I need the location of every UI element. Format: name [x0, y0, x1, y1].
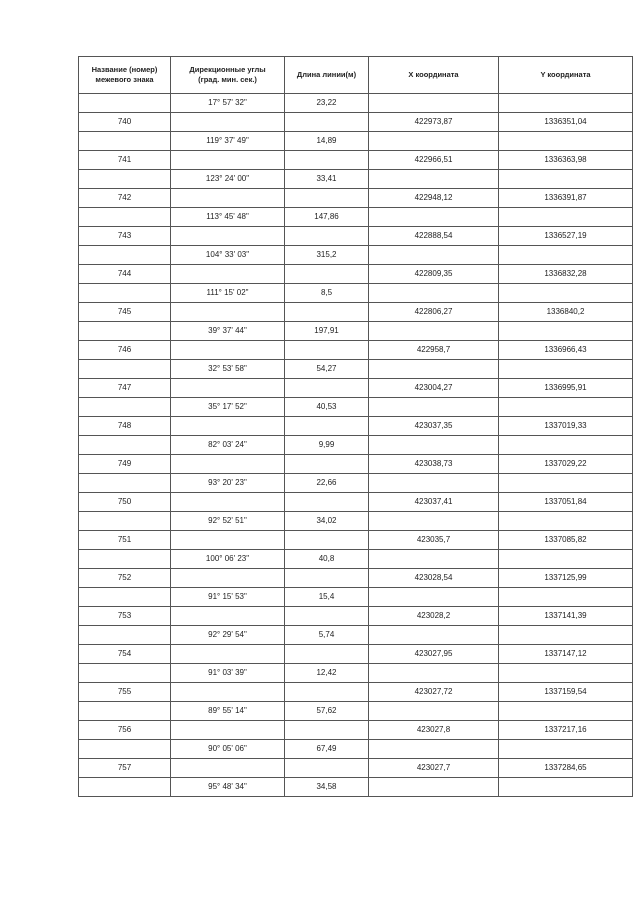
y-coordinate: 1336840,2: [499, 303, 633, 322]
direction-angle: 93° 20' 23": [171, 474, 285, 493]
y-coordinate: 1336527,19: [499, 227, 633, 246]
header-y: Y координата: [499, 57, 633, 94]
point-name: 750: [79, 493, 171, 512]
line-length: 57,62: [285, 702, 369, 721]
point-row: [79, 531, 633, 550]
direction-angle: 123° 24' 00": [171, 170, 285, 189]
angle-cell: [171, 379, 285, 398]
line-length: 34,58: [285, 778, 369, 797]
direction-angle: 119° 37' 49": [171, 132, 285, 151]
x-coordinate: [369, 474, 499, 493]
line-length: 40,53: [285, 398, 369, 417]
point-name: 752: [79, 569, 171, 588]
x-coordinate: [369, 284, 499, 303]
angle-cell: [171, 683, 285, 702]
x-coordinate: 423038,73: [369, 455, 499, 474]
segment-row: [79, 246, 633, 265]
line-length: 34,02: [285, 512, 369, 531]
y-coordinate: [499, 170, 633, 189]
y-coordinate: [499, 94, 633, 113]
table-body: [79, 94, 633, 797]
length-cell: [285, 493, 369, 512]
line-length: 8,5: [285, 284, 369, 303]
y-coordinate: 1337085,82: [499, 531, 633, 550]
y-coordinate: [499, 398, 633, 417]
line-length: 23,22: [285, 94, 369, 113]
y-coordinate: [499, 360, 633, 379]
line-length: 15,4: [285, 588, 369, 607]
length-cell: [285, 265, 369, 284]
point-row: [79, 493, 633, 512]
y-coordinate: [499, 550, 633, 569]
angle-cell: [171, 531, 285, 550]
y-coordinate: 1336363,98: [499, 151, 633, 170]
boundary-coordinates-table: [78, 56, 633, 797]
y-coordinate: [499, 284, 633, 303]
line-length: 5,74: [285, 626, 369, 645]
y-coordinate: [499, 588, 633, 607]
line-length: 197,91: [285, 322, 369, 341]
x-coordinate: [369, 208, 499, 227]
point-row: [79, 645, 633, 664]
x-coordinate: 423037,35: [369, 417, 499, 436]
point-name: 754: [79, 645, 171, 664]
point-name: [79, 246, 171, 265]
angle-cell: [171, 607, 285, 626]
point-row: [79, 683, 633, 702]
point-row: [79, 113, 633, 132]
direction-angle: 17° 57' 32": [171, 94, 285, 113]
angle-cell: [171, 265, 285, 284]
point-name: 756: [79, 721, 171, 740]
angle-cell: [171, 189, 285, 208]
x-coordinate: 422888,54: [369, 227, 499, 246]
x-coordinate: [369, 588, 499, 607]
segment-row: [79, 170, 633, 189]
segment-row: [79, 436, 633, 455]
y-coordinate: 1336391,87: [499, 189, 633, 208]
x-coordinate: [369, 702, 499, 721]
header-angle: Дирекционные углы (град. мин. сек.): [171, 57, 285, 94]
segment-row: [79, 398, 633, 417]
header-x: X координата: [369, 57, 499, 94]
point-name: 745: [79, 303, 171, 322]
x-coordinate: [369, 170, 499, 189]
x-coordinate: [369, 360, 499, 379]
x-coordinate: 422958,7: [369, 341, 499, 360]
point-name: 740: [79, 113, 171, 132]
segment-row: [79, 94, 633, 113]
line-length: 22,66: [285, 474, 369, 493]
angle-cell: [171, 227, 285, 246]
length-cell: [285, 531, 369, 550]
y-coordinate: 1336351,04: [499, 113, 633, 132]
point-name: [79, 512, 171, 531]
x-coordinate: 422966,51: [369, 151, 499, 170]
point-name: 755: [79, 683, 171, 702]
point-name: [79, 664, 171, 683]
angle-cell: [171, 455, 285, 474]
point-name: [79, 132, 171, 151]
y-coordinate: [499, 626, 633, 645]
point-name: 753: [79, 607, 171, 626]
x-coordinate: [369, 664, 499, 683]
point-row: [79, 341, 633, 360]
y-coordinate: [499, 322, 633, 341]
y-coordinate: 1336995,91: [499, 379, 633, 398]
segment-row: [79, 664, 633, 683]
angle-cell: [171, 151, 285, 170]
x-coordinate: 423027,95: [369, 645, 499, 664]
x-coordinate: 423037,41: [369, 493, 499, 512]
direction-angle: 90° 05' 06": [171, 740, 285, 759]
x-coordinate: 422809,35: [369, 265, 499, 284]
point-name: 748: [79, 417, 171, 436]
length-cell: [285, 303, 369, 322]
point-name: [79, 436, 171, 455]
y-coordinate: [499, 436, 633, 455]
point-name: 747: [79, 379, 171, 398]
y-coordinate: [499, 208, 633, 227]
y-coordinate: 1337019,33: [499, 417, 633, 436]
y-coordinate: [499, 512, 633, 531]
x-coordinate: 423028,54: [369, 569, 499, 588]
angle-cell: [171, 417, 285, 436]
angle-cell: [171, 569, 285, 588]
x-coordinate: [369, 740, 499, 759]
direction-angle: 89° 55' 14": [171, 702, 285, 721]
header-length: Длина линии(м): [285, 57, 369, 94]
x-coordinate: [369, 512, 499, 531]
length-cell: [285, 569, 369, 588]
y-coordinate: [499, 132, 633, 151]
segment-row: [79, 360, 633, 379]
line-length: 315,2: [285, 246, 369, 265]
x-coordinate: [369, 322, 499, 341]
x-coordinate: [369, 94, 499, 113]
line-length: 14,89: [285, 132, 369, 151]
point-name: 742: [79, 189, 171, 208]
length-cell: [285, 683, 369, 702]
segment-row: [79, 284, 633, 303]
length-cell: [285, 721, 369, 740]
direction-angle: 82° 03' 24": [171, 436, 285, 455]
y-coordinate: 1336832,28: [499, 265, 633, 284]
line-length: 67,49: [285, 740, 369, 759]
line-length: 12,42: [285, 664, 369, 683]
length-cell: [285, 341, 369, 360]
point-name: 757: [79, 759, 171, 778]
length-cell: [285, 189, 369, 208]
length-cell: [285, 379, 369, 398]
angle-cell: [171, 303, 285, 322]
y-coordinate: [499, 474, 633, 493]
x-coordinate: [369, 436, 499, 455]
length-cell: [285, 417, 369, 436]
point-name: [79, 474, 171, 493]
direction-angle: 39° 37' 44": [171, 322, 285, 341]
segment-row: [79, 474, 633, 493]
angle-cell: [171, 721, 285, 740]
y-coordinate: 1337159,54: [499, 683, 633, 702]
point-row: [79, 759, 633, 778]
y-coordinate: [499, 740, 633, 759]
length-cell: [285, 151, 369, 170]
point-name: [79, 208, 171, 227]
point-row: [79, 227, 633, 246]
direction-angle: 35° 17' 52": [171, 398, 285, 417]
y-coordinate: 1337051,84: [499, 493, 633, 512]
y-coordinate: 1337284,65: [499, 759, 633, 778]
direction-angle: 91° 15' 53": [171, 588, 285, 607]
point-name: [79, 702, 171, 721]
point-name: 741: [79, 151, 171, 170]
x-coordinate: [369, 626, 499, 645]
x-coordinate: [369, 246, 499, 265]
point-row: [79, 721, 633, 740]
x-coordinate: [369, 398, 499, 417]
segment-row: [79, 702, 633, 721]
point-name: 746: [79, 341, 171, 360]
point-name: 744: [79, 265, 171, 284]
length-cell: [285, 607, 369, 626]
x-coordinate: [369, 778, 499, 797]
segment-row: [79, 208, 633, 227]
table-header-row: [79, 57, 633, 94]
y-coordinate: [499, 664, 633, 683]
point-row: [79, 189, 633, 208]
line-length: 40,8: [285, 550, 369, 569]
direction-angle: 91° 03' 39": [171, 664, 285, 683]
point-name: [79, 588, 171, 607]
x-coordinate: 423027,8: [369, 721, 499, 740]
x-coordinate: 423027,72: [369, 683, 499, 702]
x-coordinate: 423027,7: [369, 759, 499, 778]
x-coordinate: 422948,12: [369, 189, 499, 208]
point-row: [79, 379, 633, 398]
point-name: 743: [79, 227, 171, 246]
point-name: [79, 550, 171, 569]
angle-cell: [171, 113, 285, 132]
line-length: 33,41: [285, 170, 369, 189]
point-name: [79, 170, 171, 189]
y-coordinate: 1337147,12: [499, 645, 633, 664]
point-name: [79, 626, 171, 645]
point-name: [79, 284, 171, 303]
y-coordinate: [499, 778, 633, 797]
x-coordinate: [369, 550, 499, 569]
segment-row: [79, 132, 633, 151]
length-cell: [285, 227, 369, 246]
point-row: [79, 265, 633, 284]
x-coordinate: 423035,7: [369, 531, 499, 550]
line-length: 54,27: [285, 360, 369, 379]
direction-angle: 100° 06' 23": [171, 550, 285, 569]
x-coordinate: 423028,2: [369, 607, 499, 626]
point-name: [79, 322, 171, 341]
y-coordinate: [499, 246, 633, 265]
y-coordinate: 1337217,16: [499, 721, 633, 740]
point-row: [79, 303, 633, 322]
point-row: [79, 151, 633, 170]
y-coordinate: 1337125,99: [499, 569, 633, 588]
length-cell: [285, 645, 369, 664]
x-coordinate: 423004,27: [369, 379, 499, 398]
y-coordinate: [499, 702, 633, 721]
length-cell: [285, 113, 369, 132]
point-name: 751: [79, 531, 171, 550]
point-name: [79, 398, 171, 417]
point-name: [79, 778, 171, 797]
segment-row: [79, 588, 633, 607]
x-coordinate: [369, 132, 499, 151]
angle-cell: [171, 645, 285, 664]
x-coordinate: 422806,27: [369, 303, 499, 322]
point-row: [79, 417, 633, 436]
segment-row: [79, 740, 633, 759]
line-length: 9,99: [285, 436, 369, 455]
direction-angle: 95° 48' 34": [171, 778, 285, 797]
segment-row: [79, 512, 633, 531]
point-name: [79, 360, 171, 379]
y-coordinate: 1337141,39: [499, 607, 633, 626]
point-row: [79, 569, 633, 588]
point-name: 749: [79, 455, 171, 474]
header-name: Название (номер) межевого знака: [79, 57, 171, 94]
y-coordinate: 1337029,22: [499, 455, 633, 474]
point-name: [79, 94, 171, 113]
angle-cell: [171, 493, 285, 512]
point-row: [79, 455, 633, 474]
segment-row: [79, 626, 633, 645]
length-cell: [285, 759, 369, 778]
angle-cell: [171, 759, 285, 778]
segment-row: [79, 778, 633, 797]
length-cell: [285, 455, 369, 474]
direction-angle: 111° 15' 02": [171, 284, 285, 303]
segment-row: [79, 550, 633, 569]
point-row: [79, 607, 633, 626]
direction-angle: 92° 52' 51": [171, 512, 285, 531]
direction-angle: 92° 29' 54": [171, 626, 285, 645]
point-name: [79, 740, 171, 759]
direction-angle: 113° 45' 48": [171, 208, 285, 227]
x-coordinate: 422973,87: [369, 113, 499, 132]
y-coordinate: 1336966,43: [499, 341, 633, 360]
line-length: 147,86: [285, 208, 369, 227]
direction-angle: 32° 53' 58": [171, 360, 285, 379]
angle-cell: [171, 341, 285, 360]
direction-angle: 104° 33' 03": [171, 246, 285, 265]
segment-row: [79, 322, 633, 341]
